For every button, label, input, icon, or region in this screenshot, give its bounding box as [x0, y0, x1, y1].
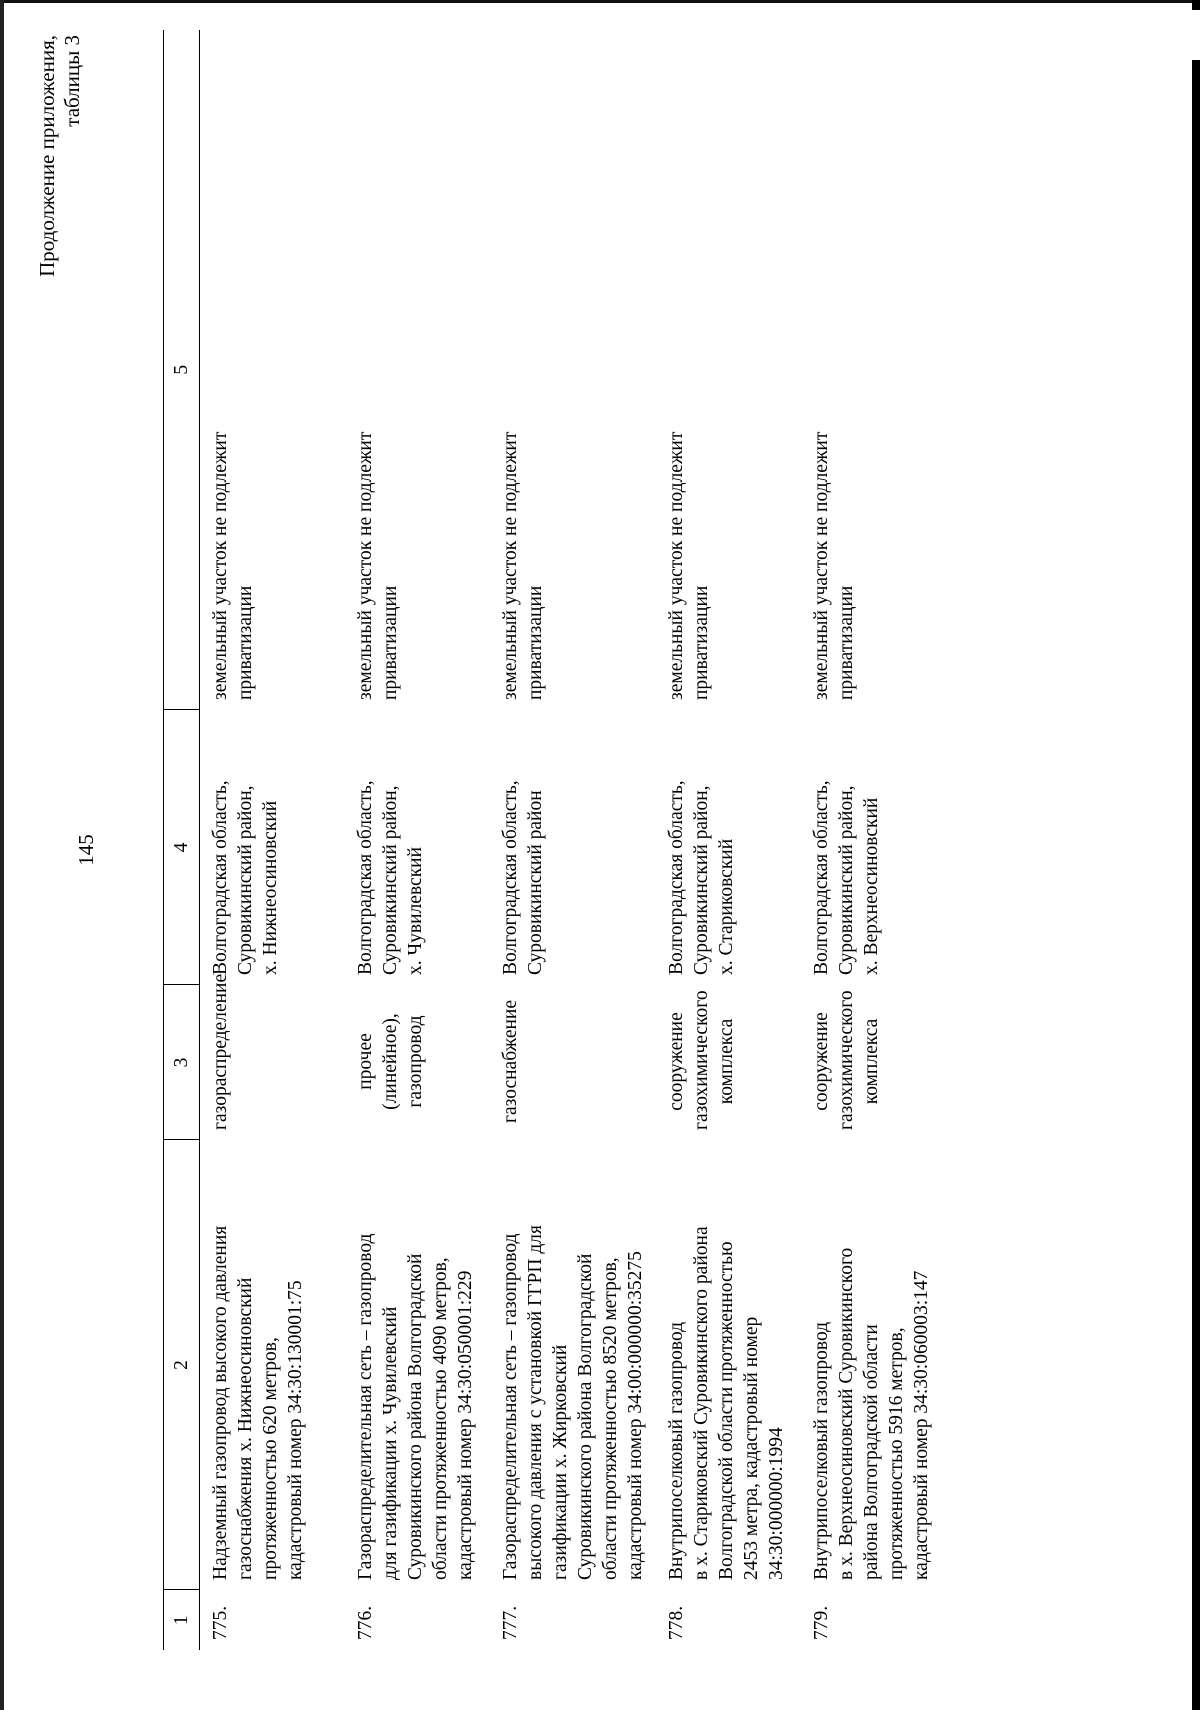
page-number: 145	[74, 834, 98, 866]
property-registry-table	[163, 30, 946, 1650]
table-row	[200, 30, 345, 1650]
column-header-1: 1	[164, 1590, 200, 1650]
table-header-row	[164, 30, 200, 1650]
object-note: земельный участок не подлежит приватизации	[810, 431, 857, 700]
table-row	[801, 30, 946, 1650]
object-purpose: прочее (линейное), газопровод	[354, 1013, 426, 1110]
object-note: земельный участок не подлежит приватизации	[354, 431, 401, 700]
column-header-3: 3	[164, 985, 200, 1140]
row-number: 779.	[810, 1605, 832, 1640]
object-purpose: сооружение газохимического комплекса	[665, 990, 737, 1130]
row-number: 777.	[499, 1605, 521, 1640]
object-name: Внутрипоселковый газопровод в х. Верхнеосиновский Суровикинского района Волгоградской области протяженностью 5916 метров, кадастровый номер 34:30:060003:147	[810, 1247, 932, 1580]
object-name: Внутрипоселковый газопровод в х. Стариковский Суровикинского района Волгоградской области протяженностью 2453 метра, кадастровый номер 34:30:000000:1994	[665, 1226, 787, 1580]
column-header-4: 4	[164, 710, 200, 985]
object-purpose: газораспределение	[210, 973, 231, 1130]
object-name: Газораспределительная сеть – газопровод для газификации х. Чувилевский Суровикинского района Волгоградской области протяженностью 4090 метров, кадастровый номер 34:30:050001:229	[354, 1233, 476, 1580]
row-number: 778.	[665, 1605, 687, 1640]
column-header-5: 5	[164, 30, 200, 710]
object-address: Волгоградская область, Суровикинский район, х. Чувилевский	[354, 780, 426, 975]
object-note: земельный участок не подлежит приватизации	[499, 431, 546, 700]
object-note: земельный участок не подлежит приватизации	[665, 431, 712, 700]
row-number: 776.	[354, 1605, 376, 1640]
object-address: Волгоградская область, Суровикинский район, х. Верхнеосиновский	[810, 780, 882, 975]
row-number: 775.	[210, 1605, 231, 1640]
table-row	[656, 30, 801, 1650]
column-header-2: 2	[164, 1140, 200, 1590]
object-purpose: газоснабжение	[499, 999, 521, 1124]
object-address: Волгоградская область, Суровикинский район, х. Нижнеосиновский	[210, 780, 281, 975]
object-name: Газораспределительная сеть – газопровод высокого давления с установкой ГГРП для газификации х. Жирковский Суровикинского района Волгоградской области протяженностью 8520 метров, кадастровый номер 34:00:000000:35275	[499, 1225, 646, 1580]
object-address: Волгоградская область, Суровикинский район, х. Стариковский	[665, 780, 737, 975]
object-purpose: сооружение газохимического комплекса	[810, 990, 882, 1130]
table-row	[345, 30, 490, 1650]
continuation-note: Продолжение приложения, таблицы 3	[35, 35, 84, 277]
table-row	[490, 30, 656, 1650]
object-address: Волгоградская область, Суровикинский район	[499, 780, 546, 975]
object-name: Надземный газопровод высокого давления газоснабжения х. Нижнеосиновский протяженностью 620 метров, кадастровый номер 34:30:130001:75	[210, 1225, 306, 1580]
object-note: земельный участок не подлежит приватизации	[210, 431, 256, 700]
